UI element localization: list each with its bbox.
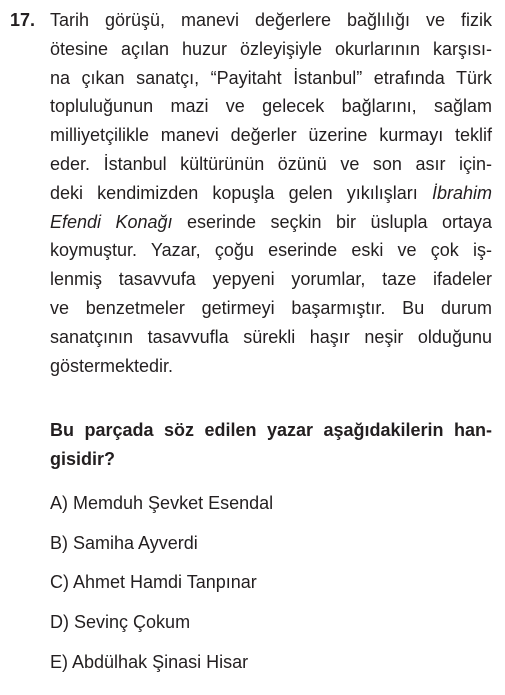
passage-line: deki kendimizden kopuşla gelen yıkılışları İbrahim	[50, 182, 492, 203]
passage-line: Tarih görüşü, manevi değerlere bağlılığı ve fizik	[50, 10, 492, 30]
book-title-part: Efendi Konağı	[50, 211, 173, 232]
option-label: A)	[50, 493, 68, 513]
passage-line: milliyetçilikle manevi değerler üzerine kurmayı teklif	[50, 125, 492, 146]
option-c[interactable]	[50, 568, 492, 608]
passage-line: koymuştur. Yazar, çoğu eserinde eski ve çok iş-	[50, 240, 492, 261]
option-text: Memduh Şevket Esendal	[73, 493, 274, 513]
option-e[interactable]	[50, 648, 492, 688]
option-label: D)	[50, 612, 69, 633]
passage-line: eder. İstanbul kültürünün özünü ve son asır için-	[50, 153, 492, 174]
option-a[interactable]	[50, 489, 492, 529]
option-text: Ahmet Hamdi Tanpınar	[73, 572, 257, 593]
question-prompt	[50, 416, 492, 474]
option-d[interactable]	[50, 608, 492, 648]
prompt-line: gisidir?	[50, 449, 116, 469]
option-label: E)	[50, 651, 68, 672]
question-number: 17.	[10, 10, 36, 30]
passage-line: sanatçının tasavvufla sürekli haşır neşir olduğunu	[50, 326, 492, 347]
option-text: Sevinç Çokum	[74, 612, 191, 633]
passage	[50, 6, 492, 380]
book-title-part: İbrahim	[431, 182, 492, 203]
option-text: Samiha Ayverdi	[73, 532, 198, 553]
option-b[interactable]	[50, 529, 492, 569]
option-label: B)	[50, 532, 68, 553]
passage-line: göstermektedir.	[50, 355, 174, 376]
answer-options	[50, 489, 492, 687]
passage-line: na çıkan sanatçı, “Payitaht İstanbul” etrafında Türk	[50, 67, 492, 88]
passage-line: ve benzetmeler getirmeyi başarmıştır. Bu durum	[50, 297, 492, 318]
passage-line: ötesine açılan huzur özleyişiyle okurlarının karşısı-	[50, 38, 492, 59]
passage-line: lenmiş tasavvufa yepyeni yorumlar, taze ifadeler	[50, 269, 492, 290]
passage-line: Efendi Konağı eserinde seçkin bir üslupla ortaya	[50, 211, 492, 232]
option-label: C)	[50, 572, 69, 593]
option-text: Abdülhak Şinasi Hisar	[72, 651, 249, 672]
passage-line: topluluğunun mazi ve gelecek bağlarını, sağlam	[50, 96, 492, 117]
prompt-line: Bu parçada söz edilen yazar aşağıdakilerin han-	[50, 420, 492, 440]
